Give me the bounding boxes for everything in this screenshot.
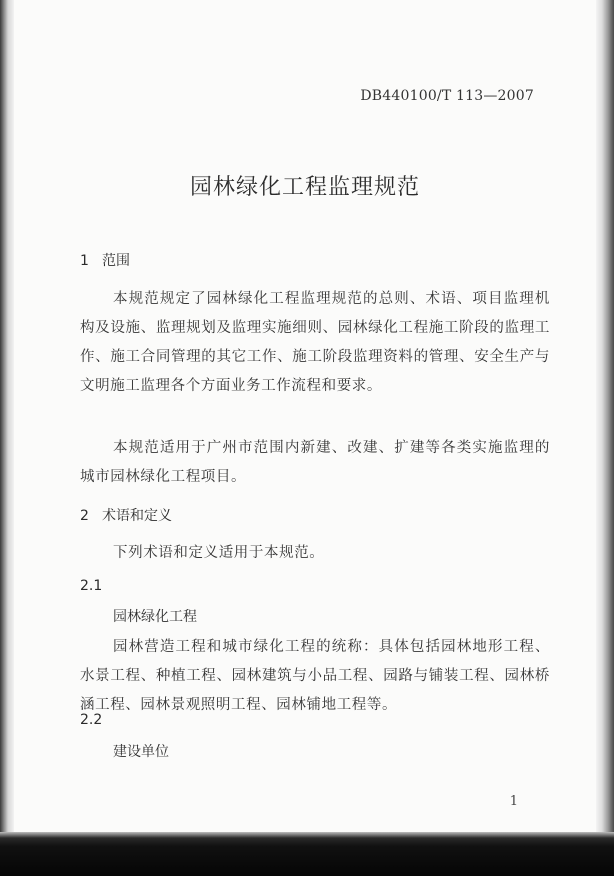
- clause-2-2-term: 建设单位: [113, 744, 169, 760]
- document-page: [14, 0, 596, 832]
- scan-edge-left: [0, 0, 14, 876]
- section-2-number: 2: [80, 508, 89, 524]
- clause-2-1-definition: 园林营造工程和城市绿化工程的统称：具体包括园林地形工程、水景工程、种植工程、园林建筑与小品工程、园路与铺装工程、园林桥涵工程、园林景观照明工程、园林铺地工程等。: [80, 639, 550, 713]
- page-number: 1: [509, 794, 518, 809]
- scan-edge-right: [596, 0, 614, 876]
- scan-edge-bottom: [0, 832, 614, 876]
- section-1-paragraph-2: 本规范适用于广州市范围内新建、改建、扩建等各类实施监理的城市园林绿化工程项目。: [80, 440, 550, 485]
- section-2-heading: [80, 505, 172, 525]
- section-1-title: 范围: [102, 253, 130, 269]
- section-1-heading: [80, 250, 130, 270]
- standard-code: DB440100/T 113—2007: [360, 88, 534, 104]
- section-1-number: 1: [80, 253, 89, 269]
- clause-2-1-term: 园林绿化工程: [113, 609, 197, 625]
- clause-2-1-number: 2.1: [80, 578, 103, 594]
- section-2-title: 术语和定义: [102, 508, 172, 524]
- document-title: 园林绿化工程监理规范: [189, 175, 420, 200]
- section-2-intro: 下列术语和定义适用于本规范。: [113, 545, 325, 561]
- section-1-paragraph-1: 本规范规定了园林绿化工程监理规范的总则、术语、项目监理机构及设施、监理规划及监理实施细则、园林绿化工程施工阶段的监理工作、施工合同管理的其它工作、施工阶段监理资料的管理、安全生产与文明施工监理各个方面业务工作流程和要求。: [80, 291, 550, 394]
- clause-2-2-number: 2.2: [80, 712, 103, 728]
